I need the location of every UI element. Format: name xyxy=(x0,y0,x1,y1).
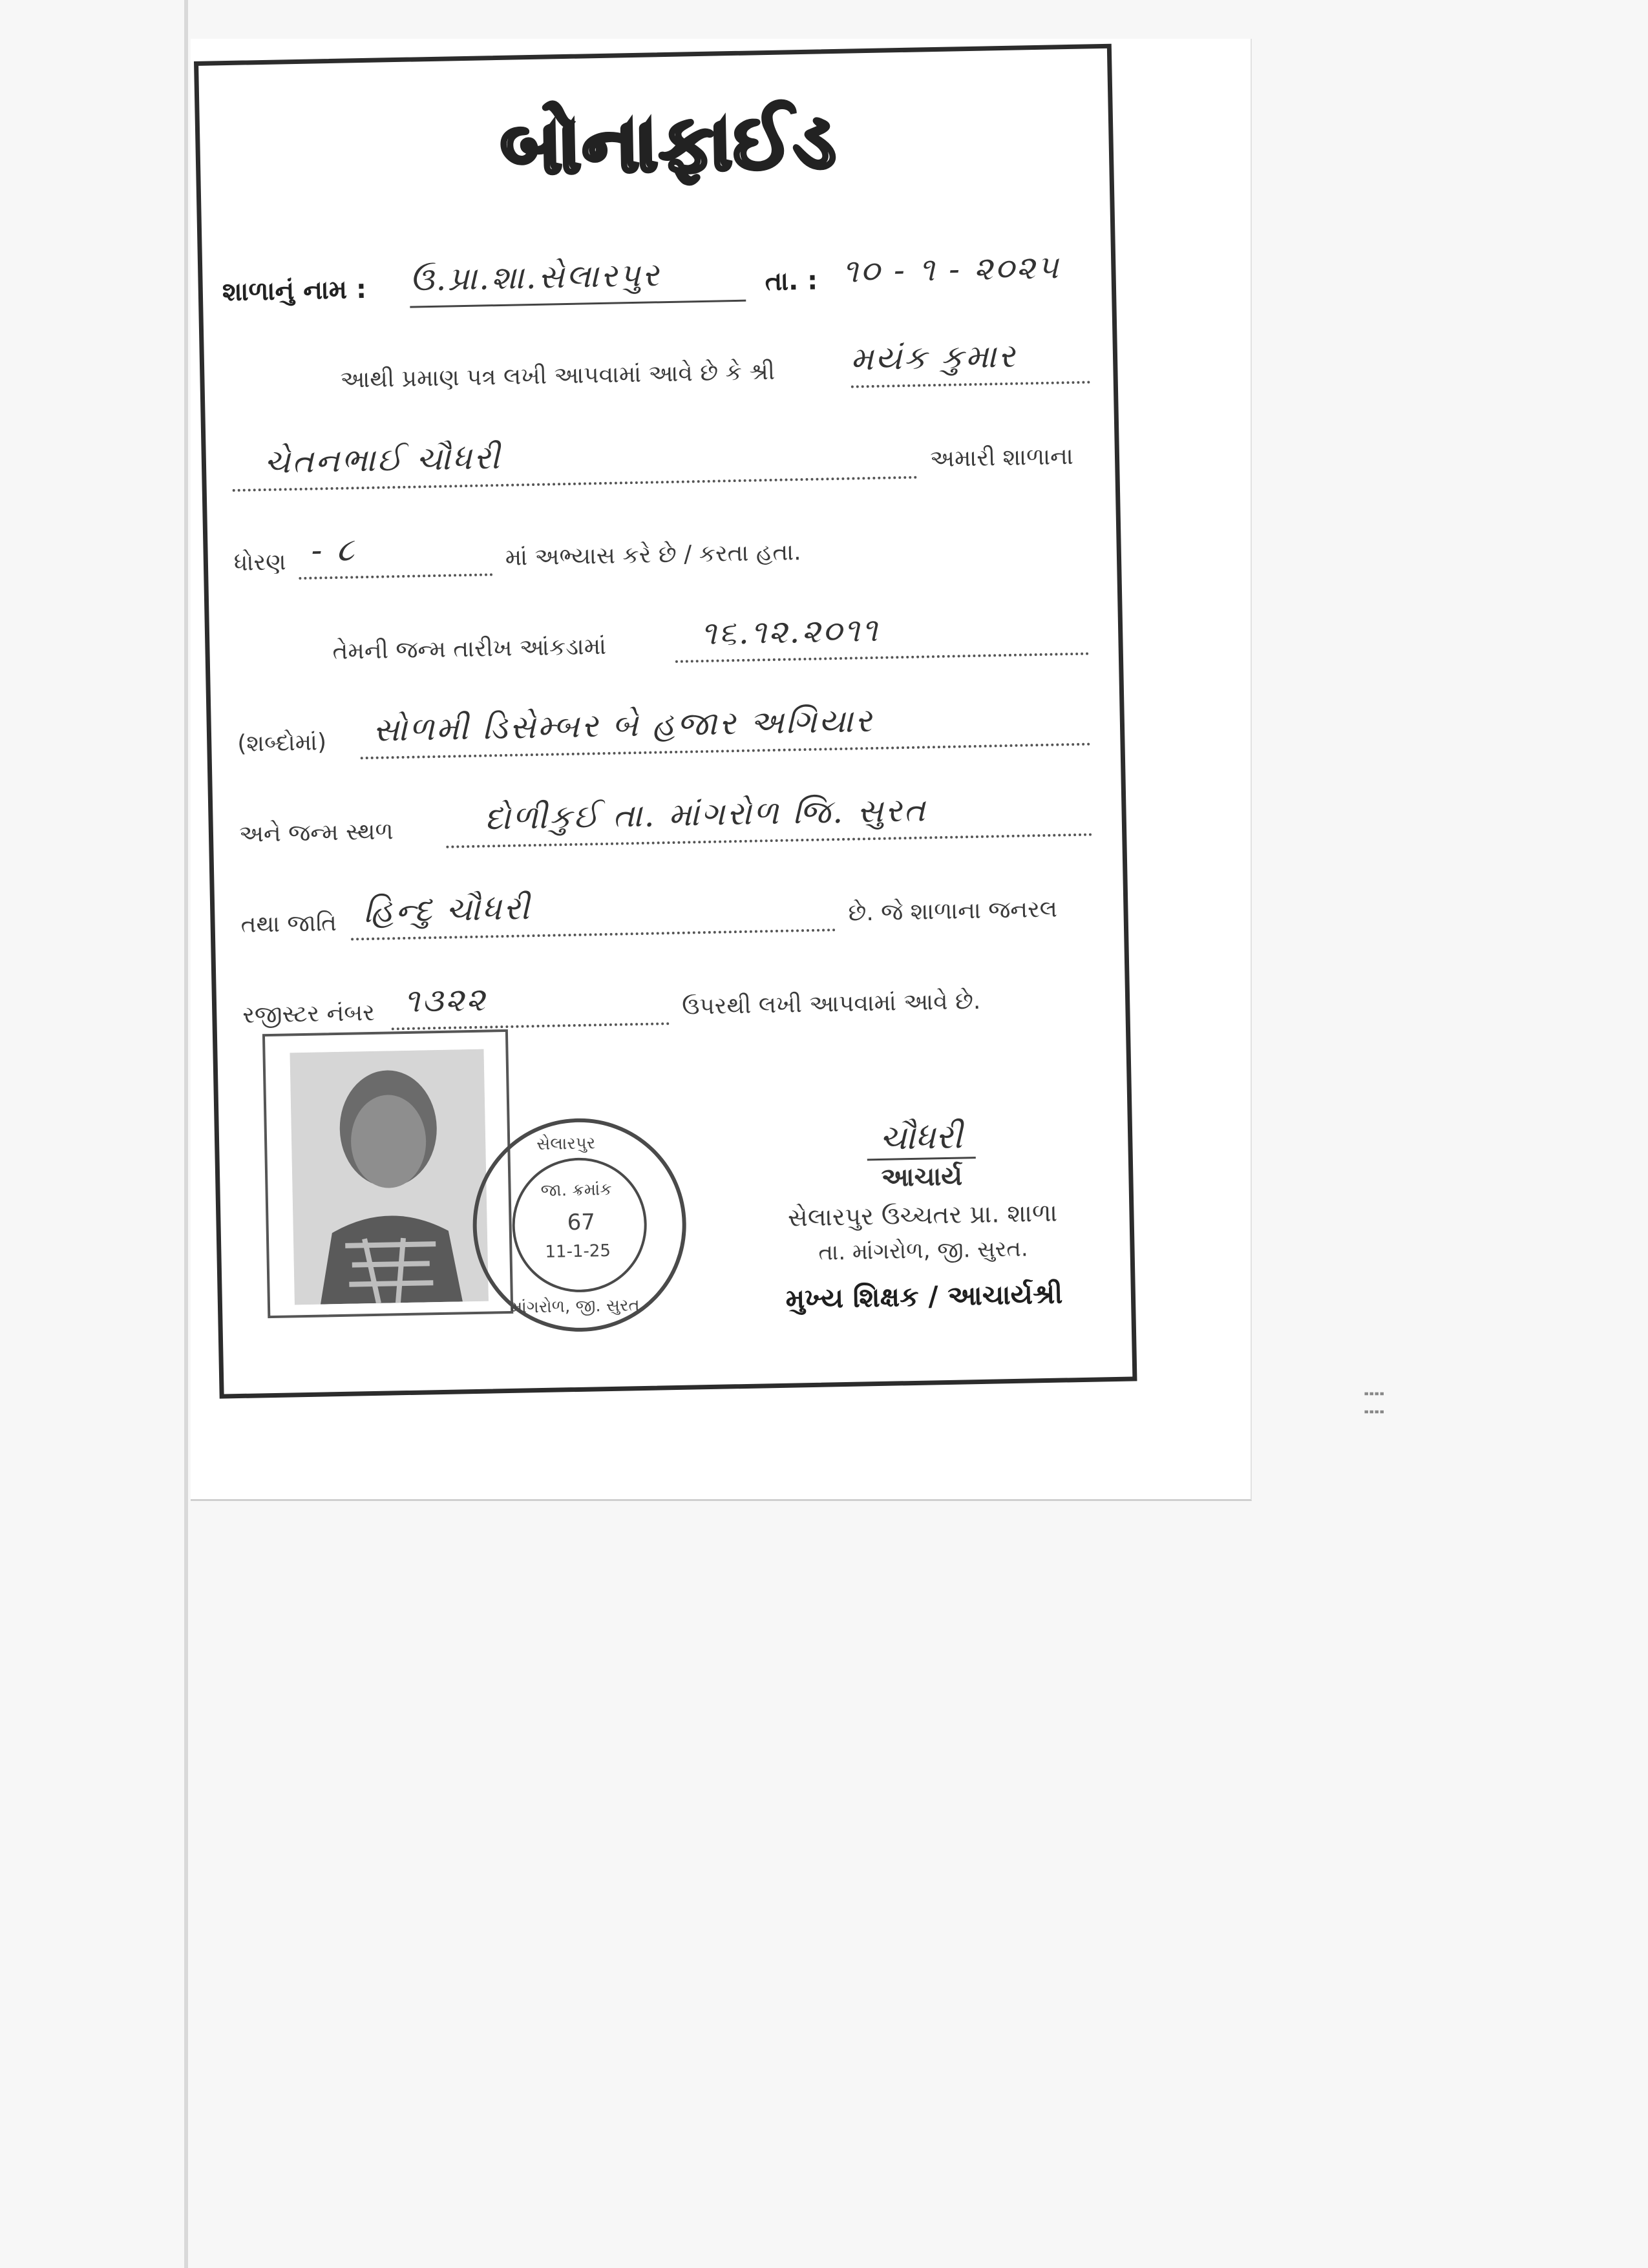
intro-row xyxy=(204,333,1123,408)
student-photo xyxy=(262,1029,513,1318)
birthplace-label: અને જન્મ સ્થળ xyxy=(238,818,394,848)
certificate-title: બોનાફાઈડ xyxy=(500,95,838,191)
photo-image xyxy=(290,1049,488,1305)
school-underline xyxy=(410,300,746,308)
studying-label: માં અભ્યાસ કરે છે / કરતા હતા. xyxy=(505,539,801,571)
stamp-number-value: 67 xyxy=(567,1209,596,1236)
dob-words-value: સોળમી ડિસેમ્બર બે હજાર અગિયાર xyxy=(372,702,874,749)
signature-role: મુખ્ય શિક્ષક / આચાર્યશ્રી xyxy=(785,1277,1063,1315)
caste-dots xyxy=(351,929,836,940)
name-row xyxy=(206,423,1124,498)
signature-school: સેલારપુર ઉચ્ચતર પ્રા. શાળા xyxy=(787,1198,1058,1232)
student-first-name: મયંક કુમાર xyxy=(850,337,1017,378)
register-dots xyxy=(392,1022,670,1030)
dob-digits-row xyxy=(209,604,1128,679)
dob-words-row xyxy=(211,694,1129,770)
register-suffix-label: છે. જે શાળાના જનરલ xyxy=(848,896,1058,927)
birthplace-row xyxy=(213,784,1131,860)
caste-value: હિન્દુ ચૌધરી xyxy=(363,889,532,930)
date-value: ૧૦ - ૧ - ૨૦૨૫ xyxy=(841,248,1061,290)
stamp-date: 11-1-25 xyxy=(545,1241,611,1262)
intro-dots xyxy=(851,381,1090,388)
school-row xyxy=(202,242,1121,318)
student-portrait-icon xyxy=(290,1049,488,1305)
standard-row xyxy=(207,513,1126,589)
birthplace-value: દોળીકુઈ તા. માંગરોળ જિ. સુરત xyxy=(484,791,927,837)
register-row xyxy=(216,965,1134,1041)
signature-title: આચાર્ય xyxy=(881,1161,963,1193)
our-school-label: અમારી શાળાના xyxy=(929,443,1074,473)
dob-digits-label: તેમની જન્મ તારીખ આંકડામાં xyxy=(332,633,607,666)
signature-block xyxy=(740,1115,1106,1316)
student-father-surname: ચેતનભાઈ ચૌધરી xyxy=(264,438,502,481)
standard-dots xyxy=(299,573,492,580)
caste-row xyxy=(215,875,1133,950)
principal-signature: ચૌધરી xyxy=(867,1117,976,1160)
signature-taluka: તા. માંગરોળ, જી. સુરત. xyxy=(818,1235,1029,1266)
written-from-label: ઉપરથી લખી આપવામાં આવે છે. xyxy=(681,987,981,1020)
margin-scribble: ⁞ ⁞ xyxy=(1357,1389,1390,1416)
stamp-top-text: સેલારપુર xyxy=(536,1133,596,1155)
school-value: ઉ.પ્રા.શા.સેલારપુર xyxy=(408,256,661,299)
standard-label: ધોરણ xyxy=(233,549,286,576)
bonafide-certificate xyxy=(194,44,1137,1399)
dob-digits-dots xyxy=(675,653,1089,663)
caste-label: તથા જાતિ xyxy=(240,910,337,938)
scan-edge xyxy=(184,0,188,2268)
date-label: તા. : xyxy=(765,266,818,297)
register-label: રજીસ્ટર નંબર xyxy=(242,999,375,1029)
school-label: શાળાનું નામ : xyxy=(222,274,367,308)
dob-digits-value: ૧૬.૧૨.૨૦૧૧ xyxy=(700,611,880,653)
dob-words-label: (શબ્દોમાં) xyxy=(237,729,327,757)
stamp-number-label: જા. ક્રમાંક xyxy=(540,1179,613,1201)
register-value: ૧૩૨૨ xyxy=(403,980,488,1020)
intro-label: આથી પ્રમાણ પત્ર લખી આપવામાં આવે છે કે શ્રી xyxy=(340,358,776,394)
standard-value: - ૮ xyxy=(311,530,357,569)
stamp-bottom-text: માંગરોળ, જી. સુરત xyxy=(510,1296,640,1318)
